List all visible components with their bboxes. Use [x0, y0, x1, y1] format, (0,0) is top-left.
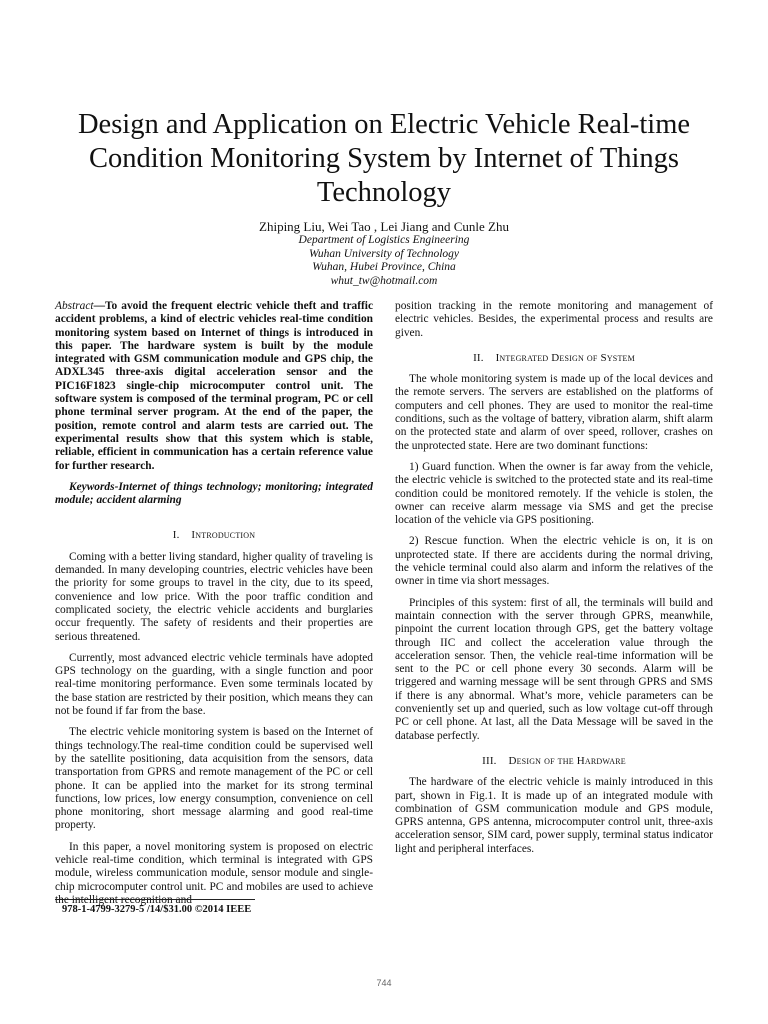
section-title: Introduction: [191, 529, 256, 542]
affiliation-university: Wuhan University of Technology: [308, 247, 460, 260]
affiliation-department: Department of Logistics Engineering: [298, 234, 470, 246]
section-heading-hardware: [395, 755, 713, 768]
paper-title: Design and Application on Electric Vehicle Real-time Condition Monitoring System by Internet of Things Technology: [77, 109, 691, 208]
abstract-text: —To avoid the frequent electric vehicle theft and traffic accident problems, a kind of electric vehicles real-time condition monitoring system based on Internet of things is introduced in this paper. The hardware system is built by the module integrated with GSM communication module and GPS chip, the ADXL345 three-axis digital acceleration sensor and the PIC16F1823 single-chip microcomputer control unit. The software system is composed of the terminal program, PC or cell phone terminal server program. At the end of the paper, the position, remote control and alarm tests are carried out. The experimental results show that this system which is stable, reliable, efficient in communication has a certain reference value for further research.: [55, 300, 373, 472]
intro-paragraph-4: In this paper, a novel monitoring system is proposed on electric vehicle real-time condition, which terminal is integrated with GPS module, wireless communication module, sensor module and single-chip microcomputer control unit. PC and mobiles are used to achieve the intelligent recognition and: [55, 840, 373, 906]
section-heading-introduction: [55, 529, 373, 542]
intro-paragraph-1: Coming with a better living standard, higher quality of traveling is demanded. In many developing countries, electric vehicles have been the priority for some groups to travel in the city, due to its speed, convenience and low price. With the poor traffic condition and complicated society, the electric vehicle accidents and burglaries occur frequently. The safety of residents and their properties are serious threatened.: [55, 550, 373, 643]
integrated-paragraph-2: 1) Guard function. When the owner is far away from the vehicle, the electric vehicle is switched to the protected state and its real-time condition could be monitored remotely. If the vehicle is stolen, the owner can receive alarm message via SMS and get the precise location of the vehicle via GPS positioning.: [395, 460, 713, 527]
section-heading-integrated-design: [395, 352, 713, 365]
section-title: Design of the Hardware: [508, 754, 626, 767]
hardware-paragraph-1: The hardware of the electric vehicle is mainly introduced in this part, shown in Fig.1. It is made up of an integrated module with combination of GSM communication module and GPS module, GPRS antenna, GPS antenna, microcomputer control unit, three-axis acceleration sensor, SIM card, power supply, terminal status indicator light and peripheral interfaces.: [395, 776, 713, 855]
integrated-paragraph-3: 2) Rescue function. When the electric vehicle is on, it is on unprotected state. If there are accidents during the normal driving, the vehicle terminal could also alarm and inform the relatives of the owner in time via short messages.: [395, 535, 713, 588]
left-column: [55, 300, 373, 915]
integrated-paragraph-4: Principles of this system: first of all, the terminals will build and maintain connection with the server through GPRS, meanwhile, pinpoint the current location through GPS, get the battery voltage through IIC and collect the acceleration value through the acceleration sensor. Then, the vehicle real-time information will be sent to the PC or cell phone every 30 seconds. Alarm will be triggered and warning message will be sent through GPRS and SMS if there is any abnormal. What’s more, vehicle parameters can be conveniently set up and queried, such as low voltage cut-off through PC or cell phone. At last, all the Data Message will be saved in the database perfectly.: [395, 596, 713, 742]
author-list: Zhiping Liu, Wei Tao , Lei Jiang and Cunle Zhu: [259, 219, 509, 234]
affiliation-block: [40, 234, 728, 289]
abstract: [55, 300, 373, 473]
affiliation-location: Wuhan, Hubei Province, China: [312, 261, 456, 274]
footnote-rule: [55, 899, 255, 900]
section-number: III.: [482, 754, 497, 767]
section-number: I.: [172, 529, 180, 542]
copyright-footnote: 978-1-4799-3279-5 /14/$31.00 ©2014 IEEE: [62, 904, 252, 915]
right-column: [395, 300, 713, 864]
intro-paragraph-3: The electric vehicle monitoring system is based on the Internet of things technology.The real-time condition could be supervised well by the satellite positioning, data acquisition from the sensors, data transportation from GPRS and remote management of the PC or cell phone. It can be applied into the market for its strong terminal functions, low prices, low energy consumption, convenience on cell phone monitoring, short message alarming and good real-time property.: [55, 726, 373, 832]
section-number: II.: [473, 351, 484, 364]
keywords: Keywords-Internet of things technology; monitoring; integrated module; accident alarming: [55, 480, 373, 507]
intro-paragraph-2: Currently, most advanced electric vehicle terminals have adopted GPS technology on the guarding, with a single function and poor real-time monitoring performance. Even some terminals located by the base station are restricted by their position, which means they can not be found if far from the base.: [55, 651, 373, 718]
intro-continuation: position tracking in the remote monitoring and management of electric vehicles. Besides, the experimental process and results are given.: [395, 300, 713, 339]
page-number: 744: [376, 978, 392, 988]
affiliation-email: whut_tw@hotmail.com: [330, 275, 438, 288]
section-title: Integrated Design of System: [495, 351, 635, 364]
abstract-lead: Abstract: [55, 300, 94, 312]
integrated-paragraph-1: The whole monitoring system is made up of the local devices and the remote servers. The servers are established on the platforms of computers and cell phones. They are used to monitor the real-time conditions, such as the voltage of battery, vibration alarm, shift alarm on the protected state and alarm of over speed, rollover, crashes on the unprotected state. Here are two dominant functions:: [395, 373, 713, 452]
